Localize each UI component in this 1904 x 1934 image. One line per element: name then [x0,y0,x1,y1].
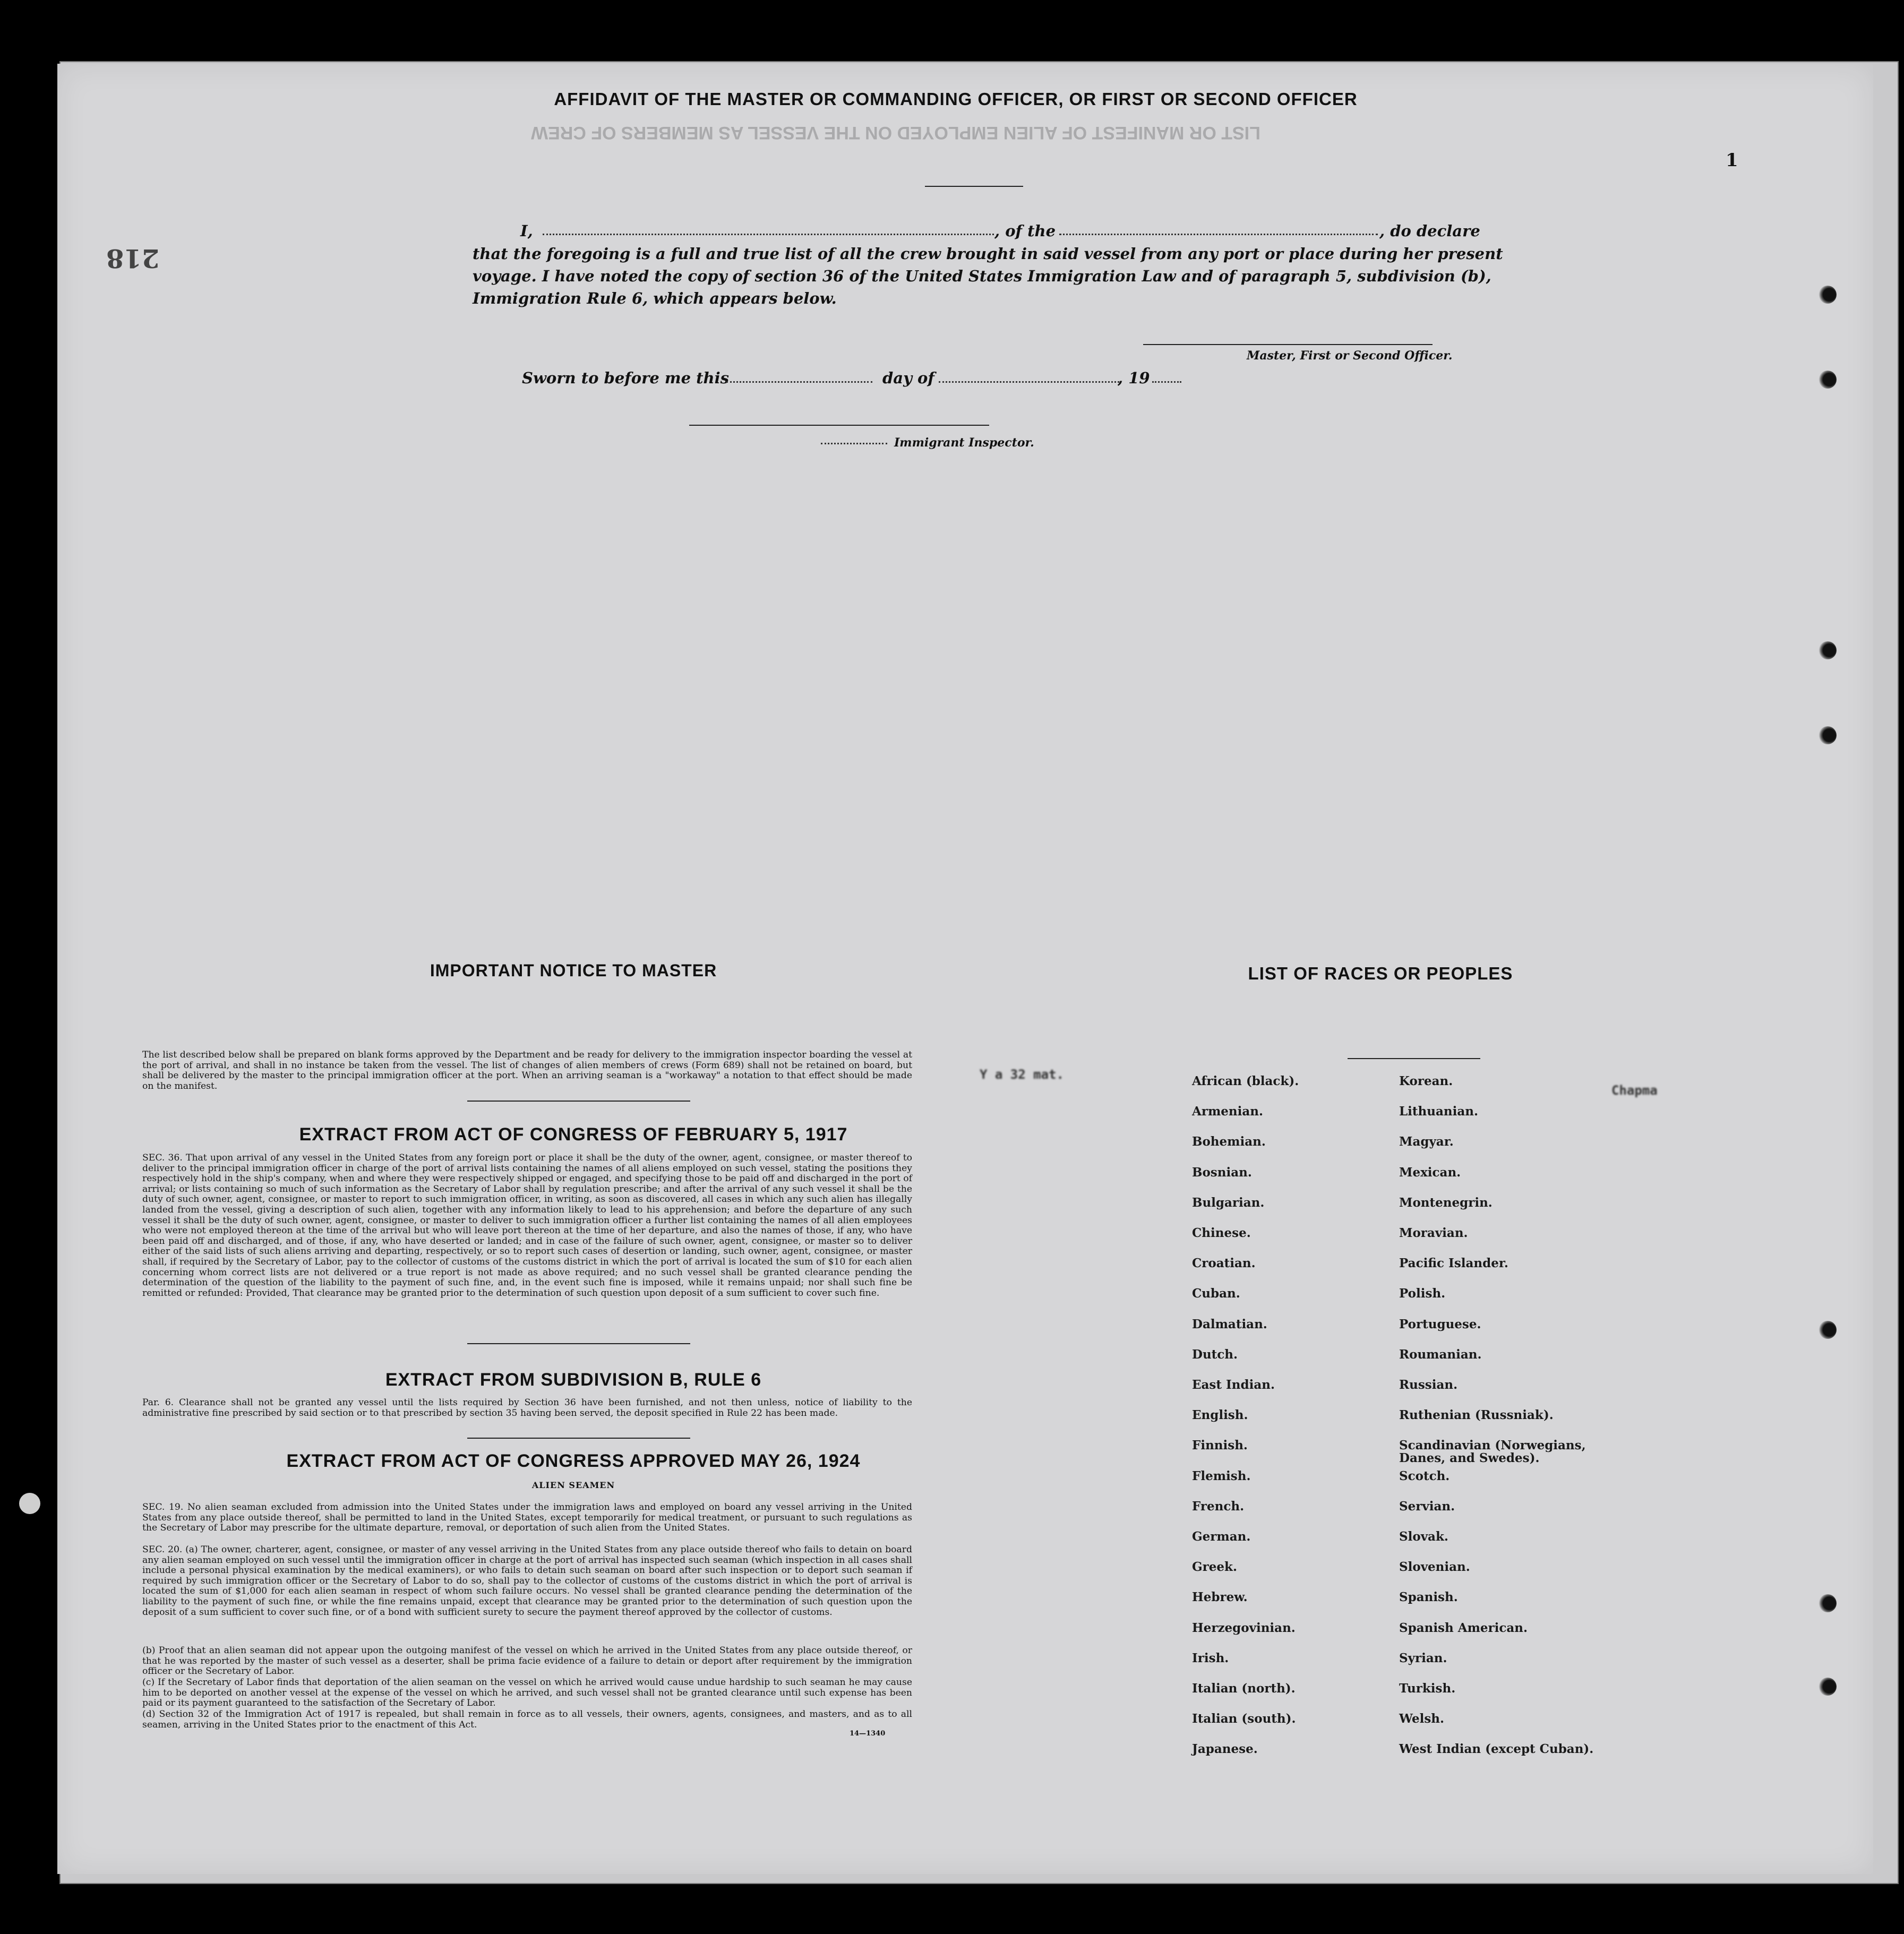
race-item: Welsh. [1399,1712,1445,1726]
race-item: Japanese. [1192,1742,1258,1757]
binder-hole-icon [1819,641,1837,659]
race-item: Pacific Islander. [1399,1256,1508,1271]
affidavit-line-3: voyage. I have noted the copy of section 36 of the United States Immigration Law and of paragraph 5, subdivision (b), [473,267,1491,285]
race-item: East Indian. [1192,1378,1275,1392]
extract-1917-title: EXTRACT FROM ACT OF CONGRESS OF FEBRUARY 5, 1917 [299,1124,848,1145]
race-item: Dutch. [1192,1347,1238,1362]
sworn-year-prefix: , 19 [1118,369,1150,387]
inspector-signature-line[interactable] [689,425,989,426]
smudged-handwriting-left: Y a 32 mat. [980,1067,1064,1082]
race-item: Spanish. [1399,1590,1458,1605]
race-item: German. [1192,1529,1251,1544]
binder-hole-icon [1819,1321,1837,1339]
extract-1924-sec20a: SEC. 20. (a) The owner, charterer, agent, consignee, or master of any vessel arriving in the United States from any place outside thereof who fails to detain on board any alien seaman employed on such vessel until the immigration officer in charge at the port of arrival has inspected such seaman (which inspection in all cases shall include a personal physical examination by the medical examiners), or who fails to detain such seaman on board after such inspection or to deport such seaman if required by such immigration officer or the Secretary of Labor to do so, shall pay to the collector of customs of the customs district in which the port of arrival is located the sum of $1,000 for each alien seaman in respect of whom such failure occurs. No vessel shall be granted clearance pending the determination of the liability to the payment of such fine, or while the fine remains unpaid, except that clearance may be granted prior to the determination of such question upon the deposit of a sum sufficient to cover such fine, or of a bond with sufficient surety to secure the payment thereof approved by the collector of customs. [142,1544,912,1618]
sworn-year-field[interactable] [1152,381,1181,383]
race-item: Servian. [1399,1499,1455,1514]
race-item: West Indian (except Cuban). [1399,1742,1594,1757]
race-item: Dalmatian. [1192,1317,1267,1331]
affidavit-word-do-declare: , do declare [1379,222,1480,240]
race-item: Hebrew. [1192,1590,1248,1605]
notice-divider [467,1101,690,1102]
race-item: Croatian. [1192,1256,1256,1271]
binder-hole-icon [1819,286,1837,304]
race-item: Portuguese. [1399,1317,1481,1331]
affidavit-line-4: Immigration Rule 6, which appears below. [473,289,837,307]
title-underline [925,186,1023,187]
master-signature-line[interactable] [1143,344,1433,345]
race-item: Herzegovinian. [1192,1620,1296,1635]
sworn-month-field[interactable] [939,381,1119,383]
race-item: Moravian. [1399,1226,1468,1240]
affidavit-title: AFFIDAVIT OF THE MASTER OR COMMANDING OFFICER, OR FIRST OR SECOND OFFICER [554,89,1358,109]
extract-1924-subtitle: ALIEN SEAMEN [531,1480,615,1490]
extract-rule6-divider [467,1438,690,1439]
form-number: 14—1340 [850,1730,886,1738]
race-item: Bohemian. [1192,1134,1266,1149]
sworn-day-of: day of [882,369,934,387]
race-item: Italian (north). [1192,1681,1296,1696]
race-item: Slovak. [1399,1529,1448,1544]
master-signature-label: Master, First or Second Officer. [1247,349,1453,363]
sworn-day-field[interactable] [726,381,872,383]
notice-body: The list described below shall be prepared on blank forms approved by the Department and be ready for delivery to the immigration inspector boarding the vessel at the port of arrival, and shall in no instance be taken from the vessel. The list of changes of alien members of crews (Form 689) shall not be retained on board, but shall be delivered by the master to the principal immigration officer at the port. When an arriving seaman is a "workaway" a notation to that effect should be made on the manifest. [142,1050,912,1091]
extract-rule6-body: Par. 6. Clearance shall not be granted any vessel until the lists required by Section 36 have been furnished, and not then unless, notice of liability to the administrative fine prescribed by said section or to that prescribed by section 35 having been served, the deposit specified in Rule 22 has been made. [142,1397,912,1419]
race-item: Spanish American. [1399,1620,1528,1635]
race-item: Roumanian. [1399,1347,1482,1362]
binder-hole-icon [1819,726,1837,744]
race-item: Irish. [1192,1651,1229,1665]
extract-1924-title: EXTRACT FROM ACT OF CONGRESS APPROVED MAY 26, 1924 [286,1451,861,1471]
extract-1924-sec20b: (b) Proof that an alien seaman did not appear upon the outgoing manifest of the vessel on which he arrived in the United States from any place outside thereof, or that he was reported by the master of such vessel as a deserter, shall be prima facie evidence of a failure to detain or deport after requirement by the immigration officer or the Secretary of Labor. [142,1645,912,1677]
race-item: Lithuanian. [1399,1104,1478,1119]
binder-hole-icon [1819,1678,1837,1696]
race-item: Syrian. [1399,1651,1447,1665]
affidavit-word-of-the: , of the [994,222,1056,240]
race-item: Mexican. [1399,1165,1461,1180]
race-item: Italian (south). [1192,1712,1296,1726]
extract-1924-sec20c: (c) If the Secretary of Labor finds that deportation of the alien seaman on the vessel on which he arrived would cause undue hardship to such seaman he may cause him to be deported on another vessel at the expense of the vessel on which he arrived, and such vessel shall not be granted clearance until such expense has been paid or its payment guaranteed to the satisfaction of the Secretary of Labor. [142,1677,912,1709]
extract-1924-sec19: SEC. 19. No alien seaman excluded from admission into the United States under the immigration laws and employed on board any vessel arriving in the United States from any place outside thereof, shall be permitted to land in the United States, except temporarily for medical treatment, or pursuant to such regulations as the Secretary of Labor may prescribe for the ultimate departure, removal, or deportation of such alien from the United States. [142,1502,912,1534]
page-number: 1 [1726,150,1738,171]
affidavit-word-i: I, [520,222,533,240]
race-item: Cuban. [1192,1286,1240,1301]
race-item: Slovenian. [1399,1560,1470,1575]
bleed-through-header: LIST OR MANIFEST OF ALIEN EMPLOYED ON THE VESSEL AS MEMBERS OF CREW [531,123,1260,143]
vessel-name-field[interactable] [1059,234,1378,235]
sworn-prefix: Sworn to before me this [522,369,729,387]
race-item: Scotch. [1399,1468,1450,1483]
race-item: Armenian. [1192,1104,1264,1119]
race-item: Polish. [1399,1286,1446,1301]
smudged-handwriting-right: Chapma [1611,1083,1658,1098]
race-item: Flemish. [1192,1468,1251,1483]
binder-hole-icon [1819,371,1837,389]
race-item: Greek. [1192,1560,1237,1575]
race-item: Korean. [1399,1074,1453,1088]
race-item: Chinese. [1192,1226,1251,1240]
binder-hole-icon [1819,1594,1837,1612]
race-item: Scandinavian (Norwegians, Danes, and Swedes). [1399,1438,1586,1466]
race-item: Russian. [1399,1378,1458,1392]
race-item: Bosnian. [1192,1165,1252,1180]
race-item: English. [1192,1408,1248,1423]
race-item: Magyar. [1399,1134,1454,1149]
race-item: Finnish. [1192,1438,1248,1453]
race-item: Bulgarian. [1192,1195,1265,1210]
master-name-field[interactable] [543,234,994,235]
inspector-dotted-line [821,443,887,444]
affidavit-line-2: that the foregoing is a full and true list of all the crew brought in said vessel from any port or place during her present [473,245,1503,263]
extract-1924-sec20d: (d) Section 32 of the Immigration Act of 1917 is repealed, but shall remain in force as to all vessels, their owners, agents, consignees, and masters, and as to all seamen, arriving in the United States prior to the enactment of this Act. [142,1709,912,1730]
extract-1917-divider [467,1343,690,1344]
scanner-dot-icon [19,1493,40,1514]
margin-stamp: 218 [106,243,160,273]
notice-title: IMPORTANT NOTICE TO MASTER [430,961,717,980]
race-item: African (black). [1192,1074,1299,1088]
extract-1917-body: SEC. 36. That upon arrival of any vessel in the United States from any foreign port or place it shall be the duty of the owner, agent, consignee, or master thereof to deliver to the principal immigration officer in charge of the port of arrival lists containing the names of all aliens employed on such vessel, stating the positions they respectively hold in the ship's company, when and where they were respectively shipped or engaged, and specifying those to be paid off and discharged in the port of arrival; or lists containing so much of such information as the Secretary of Labor shall by regulation prescribe; and after the arrival of any such vessel it shall be the duty of such owner, agent, consignee, or master to report to such immigration officer, in writing, as soon as discovered, all cases in which any such alien has illegally landed from the vessel, giving a description of such alien, together with any information likely to lead to his apprehension; and before the departure of any such vessel it shall be the duty of such owner, agent, consignee, or master to deliver to such immigration officer a further list containing the names of all alien employees who were not employed thereon at the time of the arrival but who will leave port thereon at the time of her departure, and also the names of those, if any, who have been paid off and discharged, and of those, if any, who have deserted or landed; and in case of the failure of such owner, agent, consignee, or master so to deliver either of the said lists of such aliens arriving and departing, respectively, or so to report such cases of desertion or landing, such owner, agent, consignee, or master shall, if required by the Secretary of Labor, pay to the collector of customs of the customs district in which the port of arrival is located the sum of $10 for each alien concerning whom correct lists are not delivered or a true report is not made as above required; and no such vessel shall be granted clearance pending the determination of the question of the liability to the payment of such fine, and, in the event such fine is imposed, while it remains unpaid; nor shall such fine be remitted or refunded: Provided, That clearance may be granted prior to the determination of such question upon deposit of a sum sufficient to cover such fine. [142,1153,912,1299]
races-title: LIST OF RACES OR PEOPLES [1248,964,1513,983]
extract-rule6-title: EXTRACT FROM SUBDIVISION B, RULE 6 [385,1370,762,1390]
race-item: Ruthenian (Russniak). [1399,1408,1554,1423]
race-item: French. [1192,1499,1245,1514]
race-item: Montenegrin. [1399,1195,1493,1210]
races-title-underline [1348,1058,1480,1059]
inspector-label: Immigrant Inspector. [894,436,1034,450]
race-item: Turkish. [1399,1681,1456,1696]
